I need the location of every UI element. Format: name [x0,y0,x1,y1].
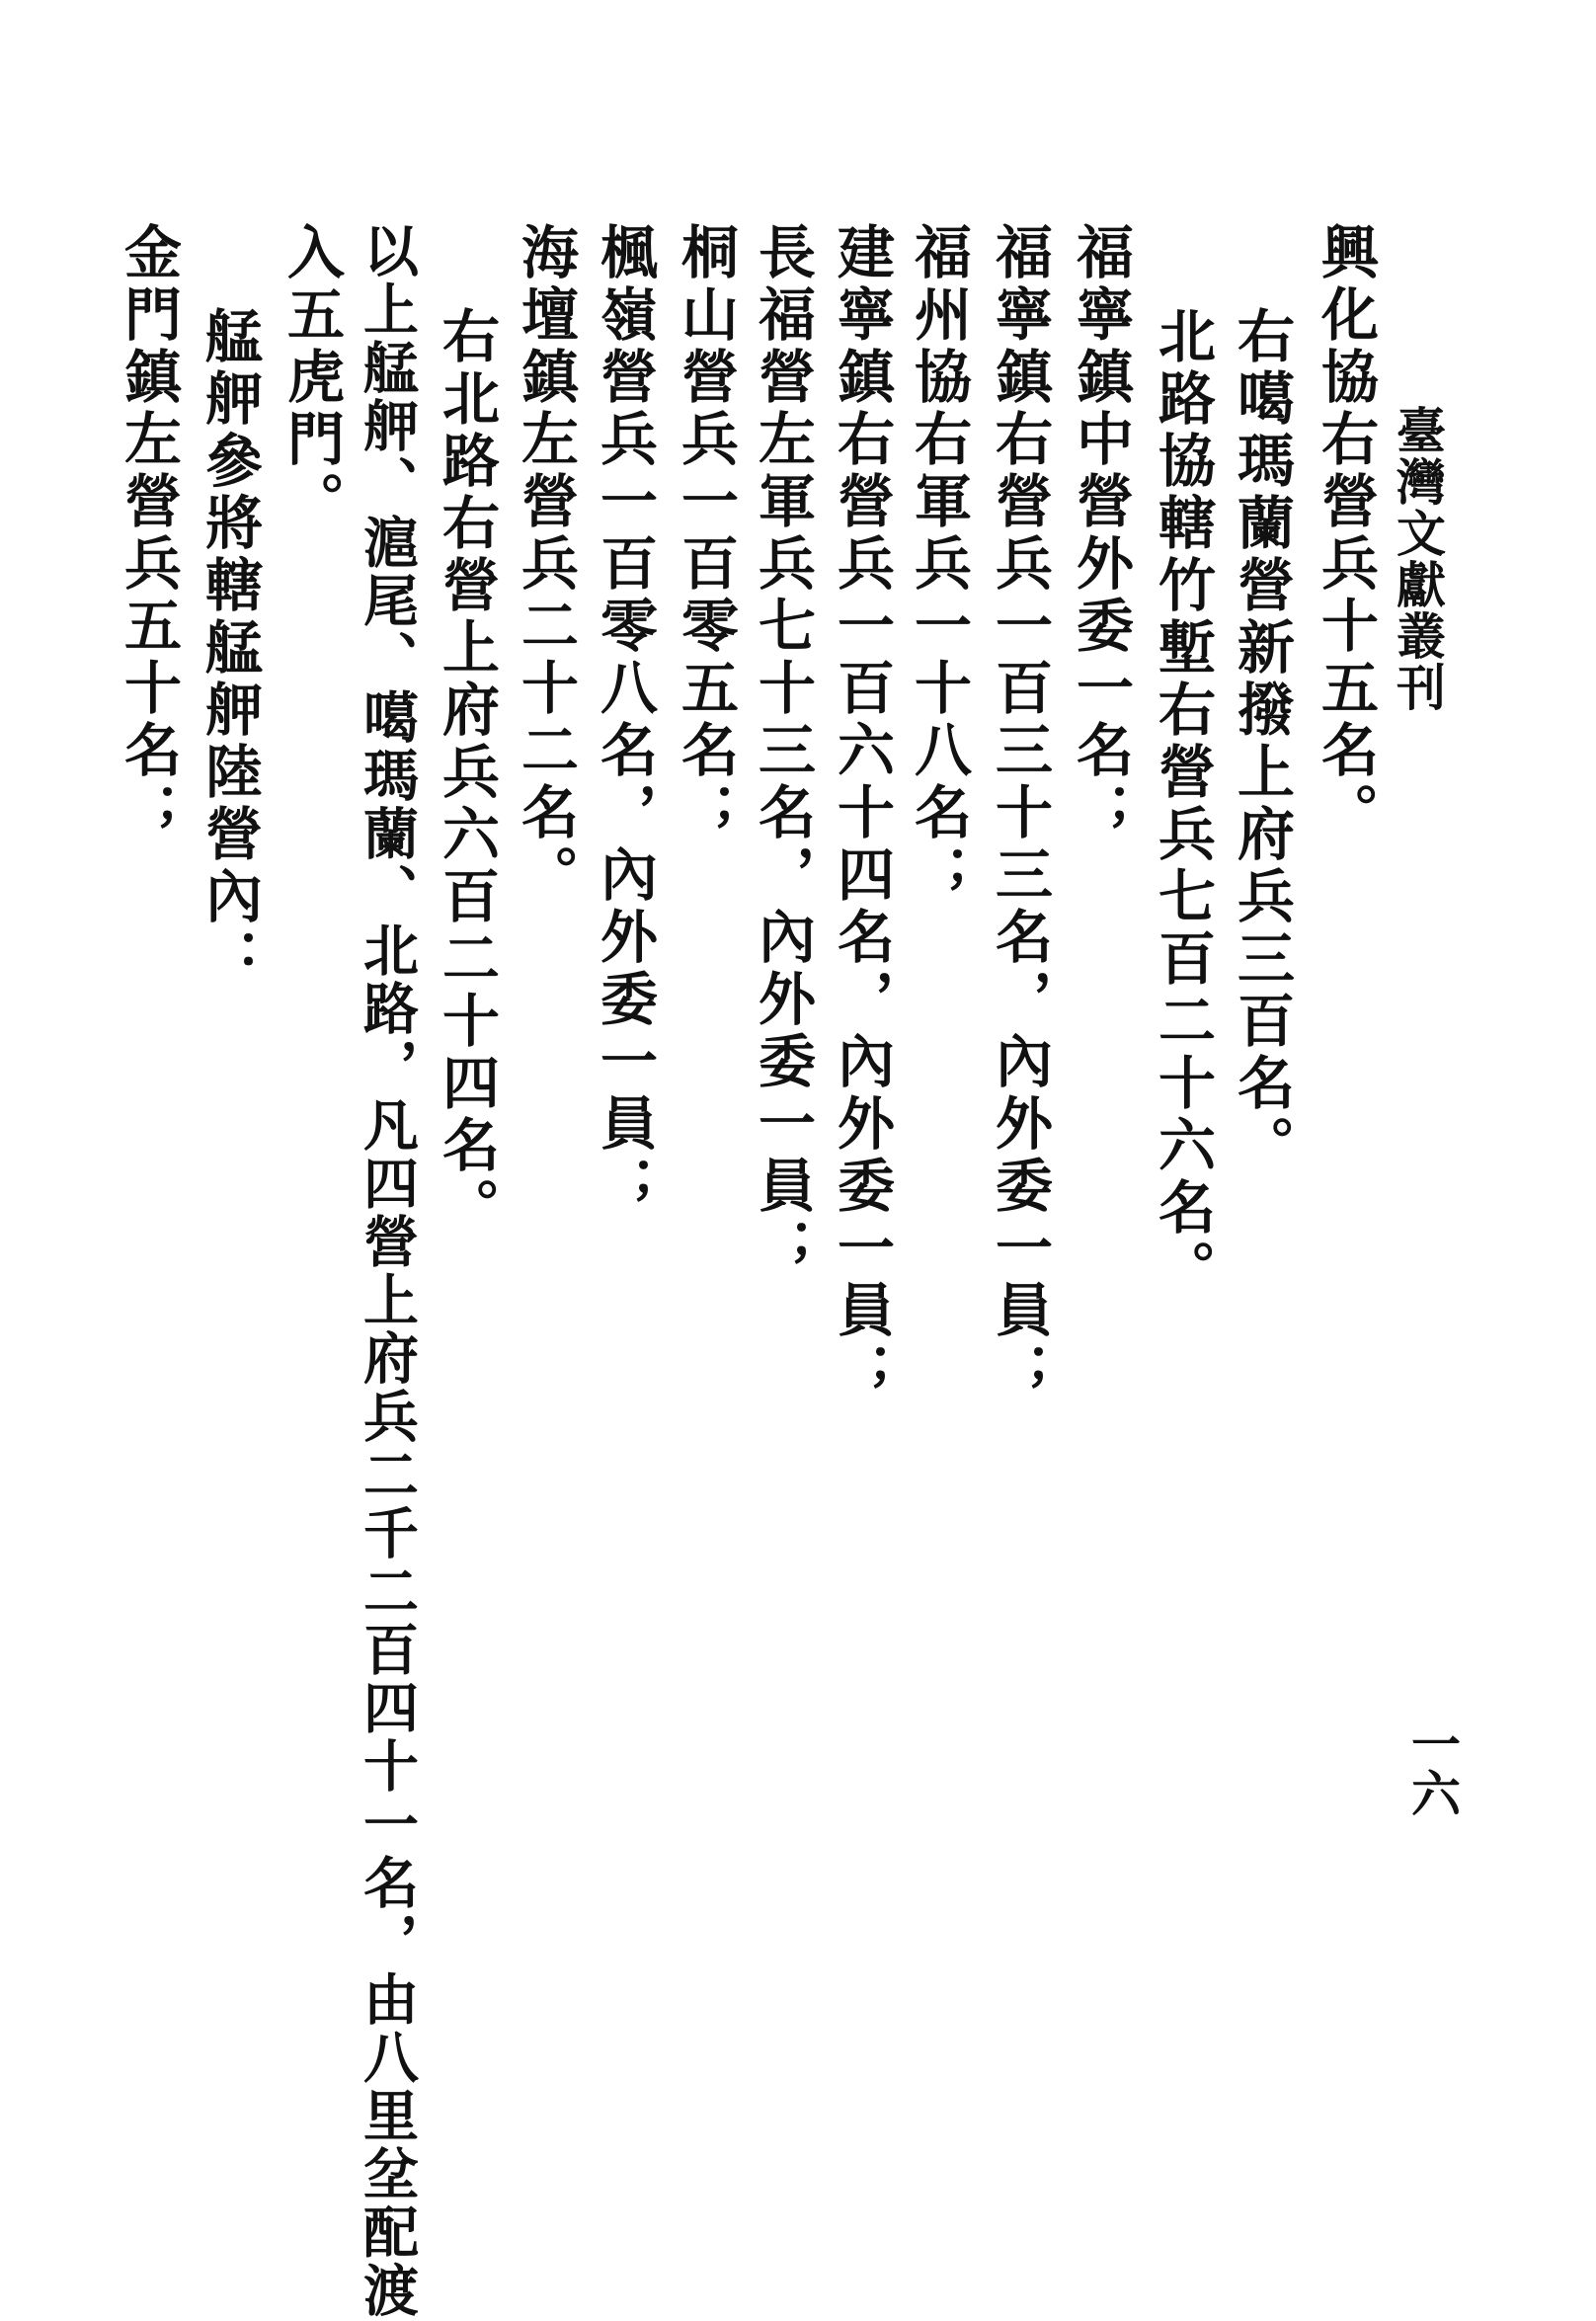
text-line-6: 福州協右軍兵一十八名； [905,222,972,907]
text-line-5: 福寧鎮右營兵一百三十三名，內外委一員； [986,222,1053,1404]
running-header: 臺灣文獻叢刊 [1389,405,1447,713]
text-line-1: 興化協右營兵十五名。 [1312,222,1379,844]
text-line-4: 福寧鎮中營外委一名； [1067,222,1134,844]
text-line-14: 入五虎門。 [278,222,345,533]
text-line-8: 長福營左軍兵七十三名，內外委一員； [749,222,816,1280]
text-line-12: 右北路右營上府兵六百二十四名。 [433,306,500,1240]
text-line-16: 金門鎮左營兵五十名； [115,222,182,844]
text-line-9: 桐山營兵一百零五名； [672,222,739,844]
text-line-11: 海壇鎮左營兵二十二名。 [512,222,579,907]
text-line-10: 楓嶺營兵一百零八名，內外委一員； [591,222,658,1218]
text-line-7: 建寧鎮右營兵一百六十四名，內外委一員； [828,222,895,1404]
text-line-2: 右噶瑪蘭營新撥上府兵三百名。 [1228,306,1295,1177]
text-line-13: 以上艋舺、滬尾、噶瑪蘭、北路，凡四營上府兵二千二百四十一名，由八里坌配渡 [355,222,420,2320]
page-number: 一六 [1403,1719,1462,1817]
text-line-15: 艋舺參將轄艋舺陸營內： [196,306,263,991]
text-line-3: 北路協轄竹塹右營兵七百二十六名。 [1149,306,1216,1302]
